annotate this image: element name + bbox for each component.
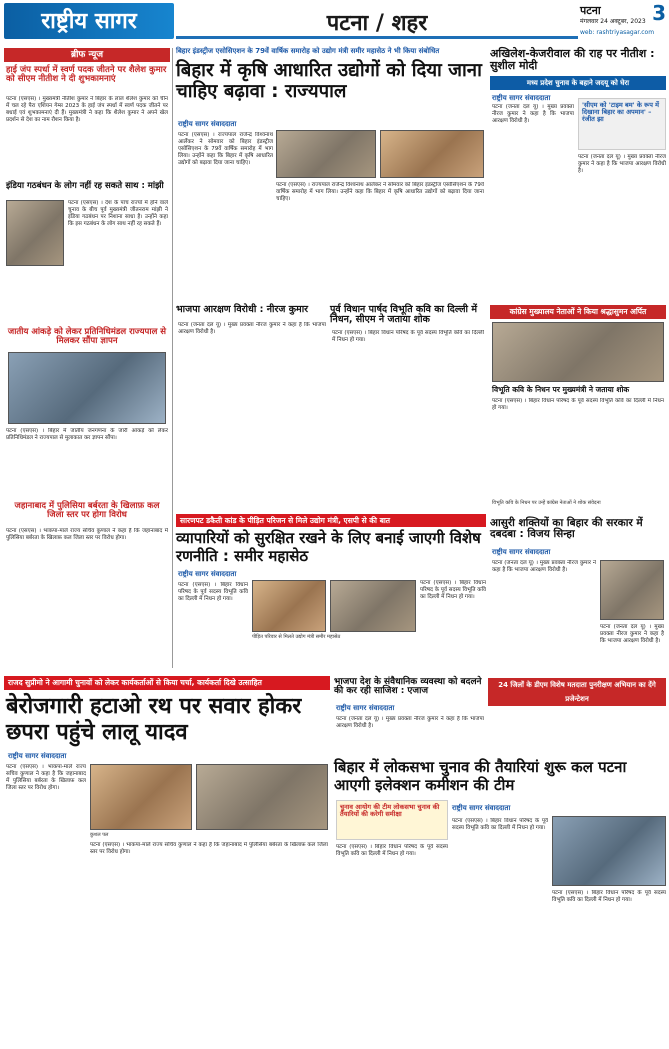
sinha-byline: राष्ट्रीय सागर संवाददाता: [492, 548, 551, 556]
page-header: [0, 0, 669, 44]
header-info: [580, 3, 666, 39]
column-divider: [172, 48, 173, 668]
rjd-photo-2: [196, 764, 328, 830]
rjd-kicker: राजद सुप्रीमो ने आगामी चुनावों को लेकर कार्यकर्ताओं से किया चर्चा, कार्यकर्ता दिखे उत्साहित: [4, 676, 330, 690]
manjhi-photo: [6, 200, 64, 266]
congress-body: पटना (एसएस) । बिहार विधान परिषद के पूर्व सदस्य विभूति कवि का दिल्ली में निधन हो गया।: [492, 398, 664, 411]
bjp2-body: पटना (जनता दल यू) । मुख्य प्रवक्ता नीरज कुमार ने कहा है कि भाजपा आरक्षण विरोधी है।: [336, 716, 484, 729]
lead-body-continued: पटना (एसएस) । राज्यपाल राजेन्द्र विश्वनाथ आर्लेकर ने सोमवार को बिहार इंडस्ट्रीज एसोसिएशन के 79वें वार्षिक समारोह में भाग लिया। उन्होंने कहा कि बिहार में कृषि आधारित उद्योगों को बढ़ावा दिया जाना चाहिए।: [276, 182, 484, 202]
lead-body: पटना (एसएस) । राज्यपाल राजेन्द्र विश्वनाथ आर्लेकर ने सोमवार को बिहार इंडस्ट्रीज एसोसिएशन के 79वें वार्षिक समारोह में भाग लिया। उन्होंने कहा कि बिहार में कृषि आधारित उद्योगों को बढ़ावा दिया जाना चाहिए।: [178, 132, 273, 166]
traders-body: पटना (एसएस) । बिहार विधान परिषद के पूर्व सदस्य विभूति कवि का दिल्ली में निधन हो गया।: [178, 582, 248, 602]
election-body: पटना (एसएस) । बिहार विधान परिषद के पूर्व सदस्य विभूति कवि का दिल्ली में निधन हो गया।: [336, 844, 448, 857]
brief-headline-3: जातीय आंकड़े को लेकर प्रतिनिधिमंडल राज्यपाल से मिलकर सौंपा ज्ञापन: [7, 327, 167, 346]
page-number: 3: [652, 1, 666, 25]
bjp2-byline: राष्ट्रीय सागर संवाददाता: [336, 704, 395, 712]
election-commission-photo: [552, 816, 666, 886]
bjp-headline: भाजपा आरक्षण विरोधी : नीरज कुमार: [176, 304, 309, 315]
modi-headline: अखिलेश-केजरीवाल की राह पर नीतीश : सुशील मोदी: [490, 47, 655, 72]
congress-headline: कांग्रेस मुख्यालय नेताओं ने किया श्रद्धासुमन अर्पित: [490, 305, 666, 319]
bjp2-headline: भाजपा देश के संवैधानिक व्यवस्था को बदलने की कर रही साजिश : एजाज: [334, 677, 482, 697]
election-body-2: पटना (एसएस) । बिहार विधान परिषद के पूर्व सदस्य विभूति कवि का दिल्ली में निधन हो गया।: [452, 818, 548, 831]
brief-headline-4: जहानाबाद में पुलिसिया बर्बरता के खिलाफ़ कल जिला स्तर पर होगा विरोध: [14, 501, 160, 520]
congress-caption: विभूति कवि के निधन पर उन्हें कांग्रेस नेताओं ने शोक संवेदना: [492, 500, 601, 506]
bjp-body: पटना (जनता दल यू) । मुख्य प्रवक्ता नीरज कुमार ने कहा है कि भाजपा आरक्षण विरोधी है।: [178, 322, 326, 335]
congress-photo: [492, 322, 664, 382]
rjd-caption: कुशल पल: [90, 832, 109, 838]
modi-byline: राष्ट्रीय सागर संवाददाता: [492, 94, 551, 102]
sinha-body-2: पटना (जनता दल यू) । मुख्य प्रवक्ता नीरज कुमार ने कहा है कि भाजपा आरक्षण विरोधी है।: [600, 624, 664, 644]
masthead-title: राष्ट्रीय सागर: [41, 8, 137, 34]
rjd-photo-1: [90, 764, 192, 830]
modi-kicker: मध्य प्रदेश चुनाव के बहाने जदयू को घेरा: [490, 76, 666, 90]
rjd-byline: राष्ट्रीय सागर संवाददाता: [8, 752, 67, 760]
sinha-body: पटना (जनता दल यू) । मुख्य प्रवक्ता नीरज कुमार ने कहा है कि भाजपा आरक्षण विरोधी है।: [492, 560, 596, 573]
header-date: मंगलवार 24 अक्टूबर, 2023: [580, 18, 646, 25]
election-headline: बिहार में लोकसभा चुनाव की तैयारियां शुरू कल पटना आएगी इलेक्शन कमीशन की टीम: [334, 758, 627, 794]
brief-text-1: पटना (एसएस) । मुख्यमंत्री नीतीश कुमार ने बिहार के लाल शैलेश कुमार को चीन में चल रहे पैरा एशियन गेम्स 2023 के हाई जंप स्पर्धा में स्वर्ण पदक जीतने पर बधाई एवं शुभकामनाएं दी हैं। मुख्यमंत्री ने कहा कि शैलेश कुमार ने अपने खेल प्रदर्शन से देश का नाम रौशन किया है।: [6, 96, 168, 123]
election-byline: राष्ट्रीय सागर संवाददाता: [452, 804, 511, 812]
website-url[interactable]: web: rashtriyasagar.com: [580, 29, 655, 36]
traders-kicker: सारणपट डकैती कांड के पीड़ित परिजन से मिले उद्योग मंत्री, एसपी से की बात: [176, 514, 486, 527]
lead-byline: राष्ट्रीय सागर संवाददाता: [178, 120, 237, 128]
death-body: पटना (एसएस) । बिहार विधान परिषद के पूर्व सदस्य विभूति कवि का दिल्ली में निधन हो गया।: [332, 330, 484, 343]
modi-quote: 'सीएम को 'टाइम बम' के रूप में दिखाना बिहार का अपमान' – रंजीत झा: [582, 101, 660, 123]
congress-subhead: विभूति कवि के निधन पर मुख्यमंत्री ने जताया शोक: [492, 385, 630, 394]
section-title: पटना / शहर: [326, 11, 428, 36]
brief-text-2: पटना (एसएस) । देश के पांच राज्यों में होने वाले चुनाव के बीच पूर्व मुख्यमंत्री जीतनराम मांझी ने इंडिया गठबंधन पर निशाना साधा है। उन्होंने कहा कि इस गठबंधन के लोग साथ नहीं रह सकते हैं।: [68, 200, 168, 227]
lead-photo-2: [380, 130, 484, 178]
traders-body-2: पटना (एसएस) । बिहार विधान परिषद के पूर्व सदस्य विभूति कवि का दिल्ली में निधन हो गया।: [420, 580, 486, 600]
lead-headline: बिहार में कृषि आधारित उद्योगों को दिया जाना चाहिए बढ़ावा : राज्यपाल: [176, 60, 482, 103]
election-kicker: 24 जिलों के डीएम विशेष मतदाता पुनरीक्षण अभियान का देंगे प्रजेन्टेशन: [488, 678, 666, 706]
brief-news-title: ब्रीफ न्यूज: [4, 48, 170, 62]
traders-photo-2: [330, 580, 416, 632]
traders-headline: व्यापारियों को सुरक्षित रखने के लिए बनाई जाएगी विशेष रणनीति : समीर महासेठ: [176, 529, 481, 565]
election-body-3: पटना (एसएस) । बिहार विधान परिषद के पूर्व सदस्य विभूति कवि का दिल्ली में निधन हो गया।: [552, 890, 666, 903]
lead-photo-1: [276, 130, 376, 178]
sinha-photo: [600, 560, 664, 620]
section-banner: [176, 3, 578, 39]
death-headline: पूर्व विधान पार्षद विभूति कवि का दिल्ली में निधन, सीएम ने जताया शोक: [330, 304, 478, 325]
brief-text-4: पटना (एसएस) । भाकपा-माले राज्य सचिव कुणाल ने कहा है कि जहानाबाद में पुलिसिया बर्बरता के खिलाफ़ कल जिला स्तर पर विरोध होगा।: [6, 528, 168, 541]
header-city: पटना: [580, 4, 601, 17]
traders-byline: राष्ट्रीय सागर संवाददाता: [178, 570, 237, 578]
brief-text-3: पटना (एसएस) । बिहार में जातीय जनगणना के जारी आंकड़े को लेकर प्रतिनिधिमंडल ने राज्यपाल से मुलाकात कर ज्ञापन सौंपा।: [6, 428, 168, 441]
masthead-logo: [4, 3, 174, 39]
lead-kicker: बिहार इंडस्ट्रीज एसोसिएशन के 79वें वार्षिक समारोह को उद्योग मंत्री समीर महासेठ ने भी किया संबोधित: [176, 47, 440, 55]
sinha-headline: आसुरी शक्तियों का बिहार की सरकार में दबदबा : विजय सिन्हा: [490, 517, 643, 541]
brief-headline-1: हाई जंप स्पर्धा में स्वर्ण पदक जीतने पर शैलेश कुमार को सीएम नीतीश ने दी शुभकामनाएं: [6, 65, 167, 84]
rjd-body: पटना (एसएस) । भाकपा-माले राज्य सचिव कुणाल ने कहा है कि जहानाबाद में पुलिसिया बर्बरता के खिलाफ़ कल जिला स्तर पर विरोध होगा।: [6, 764, 86, 791]
rjd-headline: बेरोजगारी हटाओ रथ पर सवार होकर छपरा पहुंचे लालू यादव: [6, 694, 302, 745]
modi-body: पटना (जनता दल यू) । मुख्य प्रवक्ता नीरज कुमार ने कहा है कि भाजपा आरक्षण विरोधी है।: [492, 104, 574, 124]
traders-caption: पीड़ित परिवार से मिलते उद्योग मंत्री समीर महासेठ: [252, 634, 341, 640]
rjd-body-2: पटना (एसएस) । भाकपा-माले राज्य सचिव कुणाल ने कहा है कि जहानाबाद में पुलिसिया बर्बरता के खिलाफ़ कल जिला स्तर पर विरोध होगा।: [90, 842, 328, 855]
modi-body-2: पटना (जनता दल यू) । मुख्य प्रवक्ता नीरज कुमार ने कहा है कि भाजपा आरक्षण विरोधी है।: [578, 154, 666, 174]
traders-photo-1: [252, 580, 326, 632]
election-inset: चुनाव आयोग की टीम लोकसभा चुनाव की तैयारियों की करेगी समीक्षा: [340, 803, 440, 818]
election-inset-box: [336, 800, 448, 840]
brief-headline-2: इंडिया गठबंधन के लोग नहीं रह सकते साथ : मांझी: [6, 181, 164, 191]
modi-quote-box: [578, 98, 666, 150]
delegation-photo: [8, 352, 166, 424]
